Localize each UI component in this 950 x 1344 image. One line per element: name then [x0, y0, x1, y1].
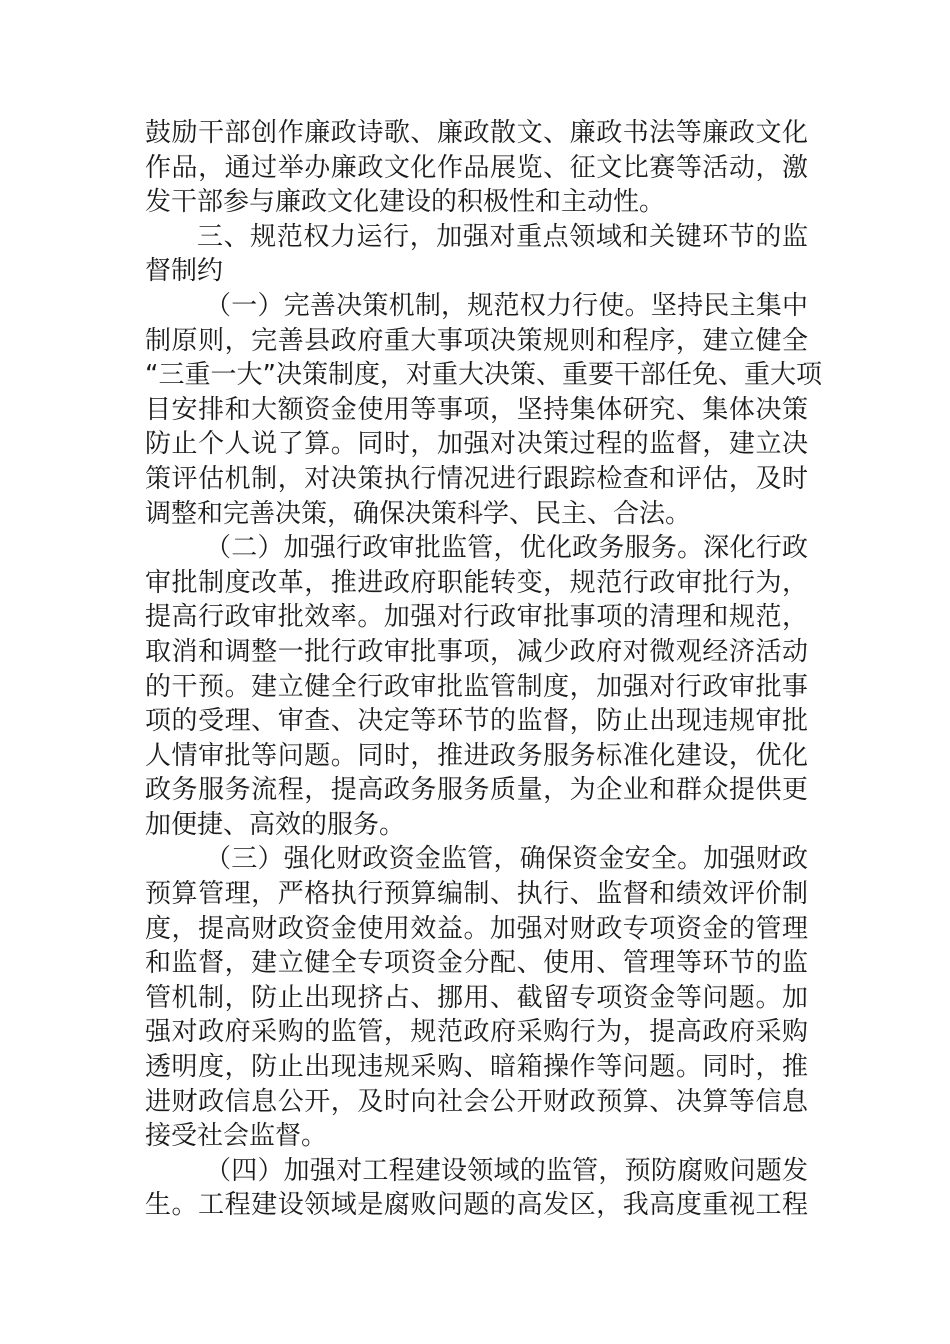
- text-line: 制原则，完善县政府重大事项决策规则和程序，建立健全: [145, 325, 808, 356]
- text-line: 审批制度改革，推进政府职能转变，规范行政审批行为，: [145, 567, 808, 598]
- text-line: （一）完善决策机制，规范权力行使。坚持民主集中: [205, 290, 808, 321]
- text-line: 接受社会监督。: [145, 1121, 328, 1152]
- text-line: 鼓励干部创作廉政诗歌、廉政散文、廉政书法等廉政文化: [145, 118, 808, 148]
- text-line: （三）强化财政资金监管，确保资金安全。加强财政: [205, 844, 808, 875]
- section-heading-line: 三、规范权力运行，加强对重点领域和关键环节的监: [197, 221, 808, 252]
- text-line: 取消和调整一批行政审批事项，减少政府对微观经济活动: [145, 636, 808, 667]
- paragraph-decision-mechanism: [145, 289, 822, 531]
- text-line: 强对政府采购的监管，规范政府采购行为，提高政府采购: [145, 1017, 808, 1048]
- text-line: 目安排和大额资金使用等事项，坚持集体研究、集体决策: [145, 394, 808, 425]
- section-heading-three: [145, 220, 808, 289]
- text-line: 项的受理、审查、决定等环节的监督，防止出现违规审批: [145, 706, 808, 737]
- text-line: 生。工程建设领域是腐败问题的高发区，我高度重视工程: [145, 1190, 808, 1221]
- text-line: 政务服务流程，提高政务服务质量，为企业和群众提供更: [145, 775, 808, 806]
- paragraph-culture-works: [145, 116, 808, 220]
- text-line: 和监督，建立健全专项资金分配、使用、管理等环节的监: [145, 948, 808, 979]
- text-line: 发干部参与廉政文化建设的积极性和主动性。: [145, 187, 666, 218]
- paragraph-administrative-approval: [145, 531, 808, 842]
- text-line: 度，提高财政资金使用效益。加强对财政专项资金的管理: [145, 913, 808, 944]
- paragraph-fiscal-funds: [145, 842, 808, 1153]
- text-line: 防止个人说了算。同时，加强对决策过程的监督，建立决: [145, 429, 808, 460]
- text-line: 管机制，防止出现挤占、挪用、截留专项资金等问题。加: [145, 982, 808, 1013]
- text-line: 策评估机制，对决策执行情况进行跟踪检查和评估，及时: [145, 463, 808, 494]
- section-heading-line: 督制约: [145, 256, 224, 287]
- document-body: [145, 116, 822, 1223]
- text-line: 透明度，防止出现违规采购、暗箱操作等问题。同时，推: [145, 1052, 808, 1083]
- text-line: 提高行政审批效率。加强对行政审批事项的清理和规范，: [145, 602, 808, 633]
- text-line: 作品，通过举办廉政文化作品展览、征文比赛等活动，激: [145, 152, 808, 183]
- text-line: “三重一大”决策制度，对重大决策、重要干部任免、重大项: [145, 360, 822, 391]
- text-line: （四）加强对工程建设领域的监管，预防腐败问题发: [205, 1155, 808, 1186]
- text-line: 调整和完善决策，确保决策科学、民主、合法。: [145, 498, 692, 529]
- text-line: 预算管理，严格执行预算编制、执行、监督和绩效评价制: [145, 879, 808, 910]
- paragraph-engineering-construction: [145, 1154, 808, 1223]
- text-line: 的干预。建立健全行政审批监管制度，加强对行政审批事: [145, 671, 808, 702]
- text-line: 进财政信息公开，及时向社会公开财政预算、决算等信息: [145, 1086, 808, 1117]
- text-line: 人情审批等问题。同时，推进政务服务标准化建设，优化: [145, 740, 808, 771]
- text-line: （二）加强行政审批监管，优化政务服务。深化行政: [205, 533, 808, 564]
- text-line: 加便捷、高效的服务。: [145, 809, 406, 840]
